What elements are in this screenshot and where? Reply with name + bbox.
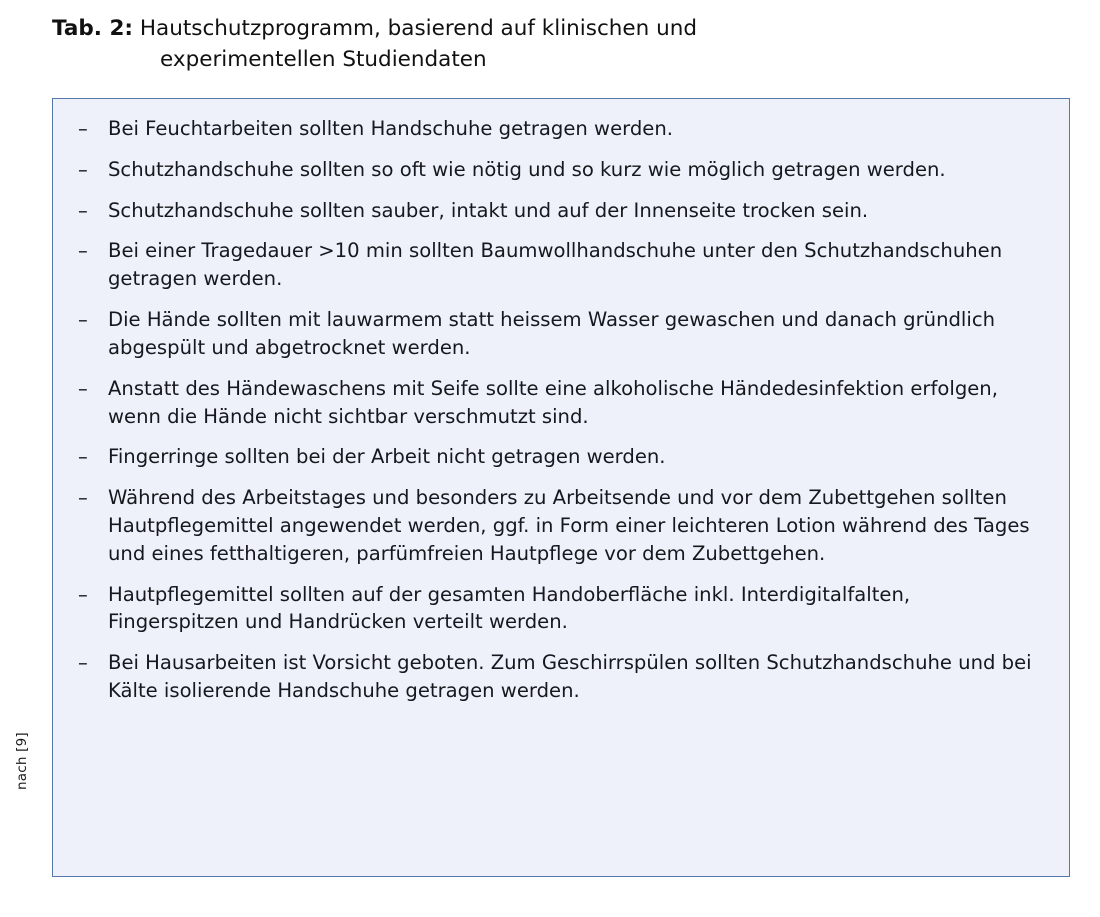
list-item-text: Während des Arbeitstages und besonders zu Arbeitsende und vor dem Zubettgehen sollten Hautpflegemittel angewendet werden, ggf. in Form einer leichteren Lotion während des Tages und eines fetthaltigeren, parfümfreien Hautpflege vor dem Zubettgehen. bbox=[108, 486, 1030, 565]
dash-bullet-icon: – bbox=[78, 582, 88, 606]
list-item-text: Bei einer Tragedauer >10 min sollten Baumwollhandschuhe unter den Schutzhandschuhen getragen werden. bbox=[108, 239, 1003, 291]
list-item bbox=[75, 375, 1043, 431]
table-body-box bbox=[52, 98, 1070, 877]
list-item bbox=[75, 156, 1043, 184]
dash-bullet-icon: – bbox=[78, 376, 88, 400]
table-caption bbox=[52, 14, 952, 75]
list-item bbox=[75, 115, 1043, 143]
dash-bullet-icon: – bbox=[78, 486, 88, 510]
list-item-text: Bei Hausarbeiten ist Vorsicht geboten. Zum Geschirrspülen sollten Schutzhandschuhe und bei Kälte isolierende Handschuhe getragen werden. bbox=[108, 651, 1032, 702]
list-item-text: Schutzhandschuhe sollten sauber, intakt und auf der Innenseite trocken sein. bbox=[108, 198, 869, 222]
list-item bbox=[75, 197, 1043, 225]
dash-bullet-icon: – bbox=[78, 117, 88, 140]
table-caption-label: Tab. 2: bbox=[52, 16, 134, 41]
list-item bbox=[75, 649, 1043, 705]
dash-bullet-icon: – bbox=[78, 239, 88, 263]
list-item-text: Hautpflegemittel sollten auf der gesamten Handoberfläche inkl. Interdigitalfalten, Fingerspitzen und Handrücken verteilt werden. bbox=[108, 582, 911, 634]
dash-bullet-icon: – bbox=[78, 651, 88, 675]
list-item bbox=[75, 443, 1043, 471]
source-credit: nach [9] bbox=[14, 732, 30, 790]
dash-bullet-icon: – bbox=[78, 445, 88, 469]
list-item bbox=[75, 306, 1043, 362]
list-item bbox=[75, 237, 1043, 293]
dash-bullet-icon: – bbox=[78, 198, 88, 222]
list-item bbox=[75, 484, 1043, 567]
table-caption-line1: Hautschutzprogramm, basierend auf klinischen und bbox=[139, 16, 698, 41]
table-caption-line2: experimentellen Studiendaten bbox=[160, 46, 487, 72]
list-item-text: Die Hände sollten mit lauwarmem statt heissem Wasser gewaschen und danach gründlich abgespült und abgetrocknet werden. bbox=[108, 308, 996, 359]
list-item-text: Anstatt des Händewaschens mit Seife sollte eine alkoholische Händedesinfektion erfolgen, wenn die Hände nicht sichtbar verschmutzt sind. bbox=[108, 376, 998, 428]
list-item-text: Schutzhandschuhe sollten so oft wie nötig und so kurz wie möglich getragen werden. bbox=[108, 157, 946, 181]
recommendation-list bbox=[53, 99, 1069, 705]
list-item-text: Fingerringe sollten bei der Arbeit nicht getragen werden. bbox=[108, 445, 666, 469]
dash-bullet-icon: – bbox=[78, 157, 88, 181]
list-item-text: Bei Feuchtarbeiten sollten Handschuhe getragen werden. bbox=[108, 117, 673, 140]
list-item bbox=[75, 581, 1043, 637]
dash-bullet-icon: – bbox=[78, 308, 88, 332]
